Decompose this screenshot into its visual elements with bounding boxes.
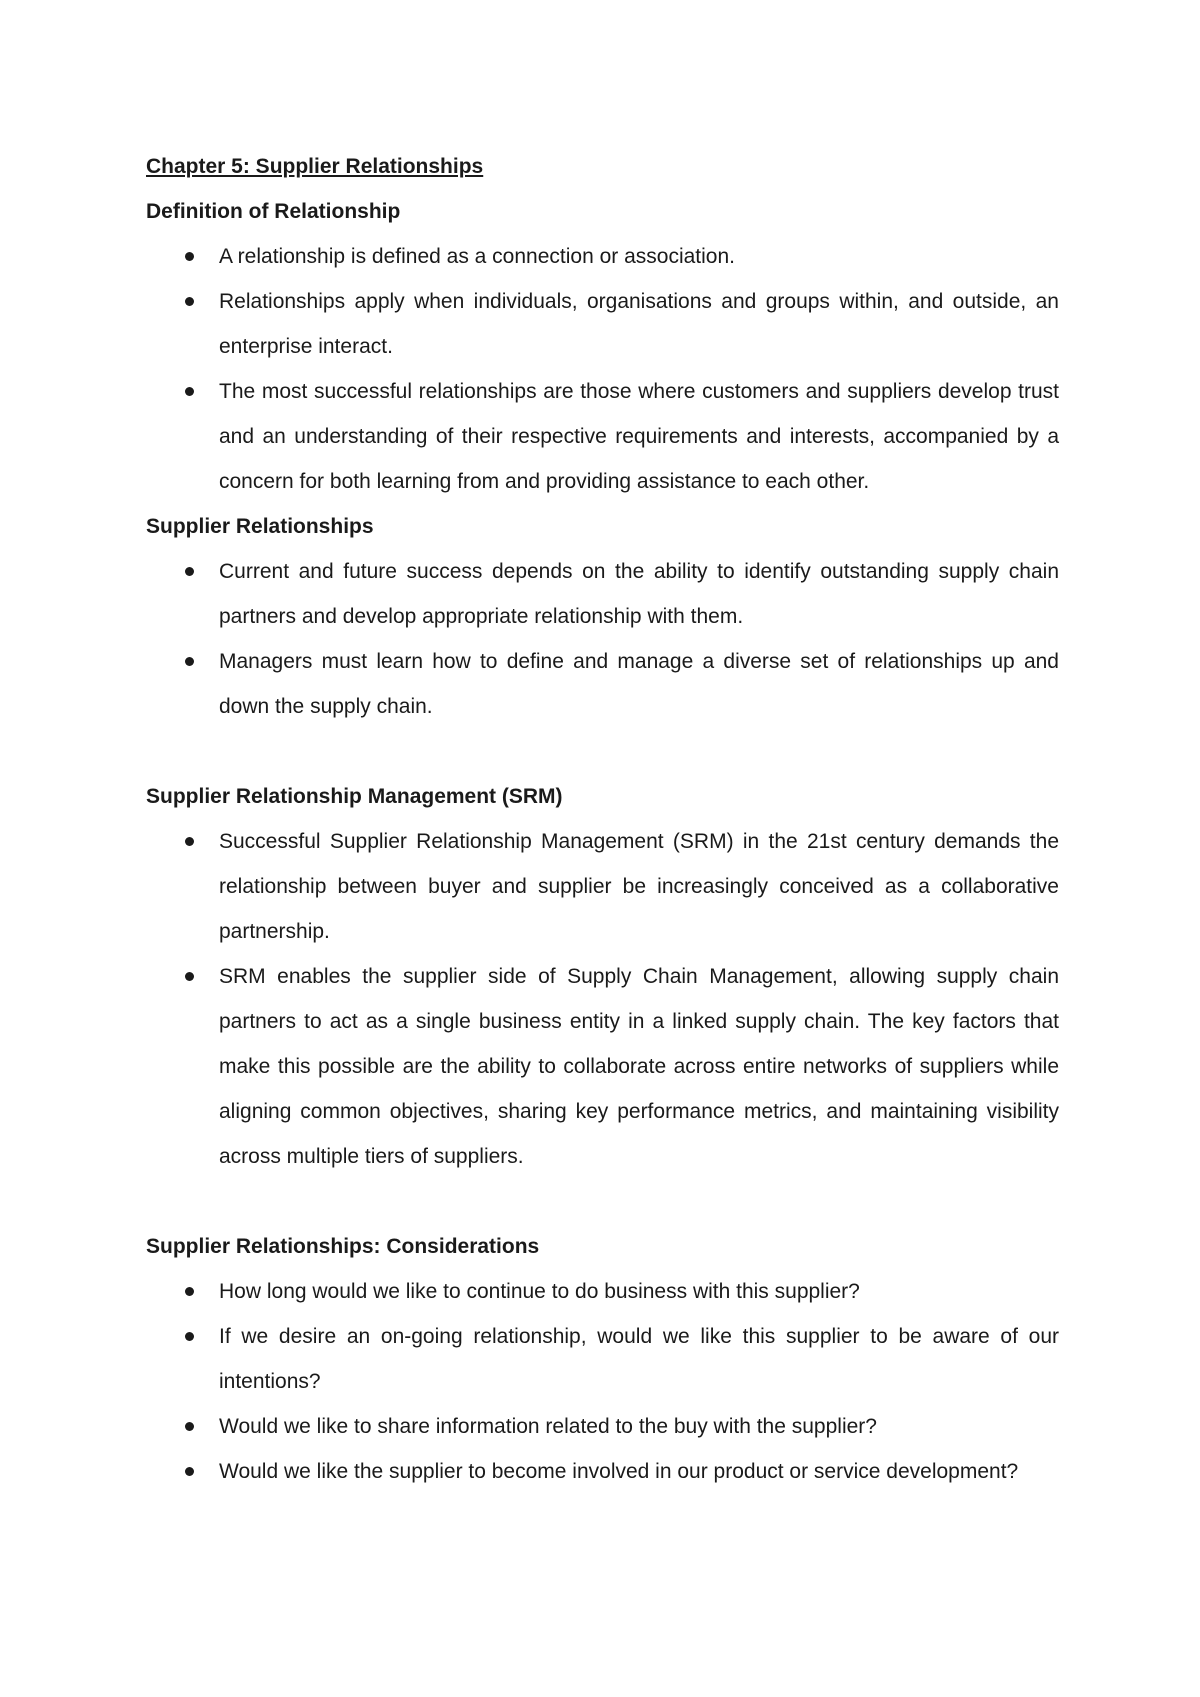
list-item [146, 639, 1059, 729]
bullet-icon [185, 1422, 194, 1431]
bullet-icon [185, 1287, 194, 1296]
bullet-icon [185, 657, 194, 666]
list-item [146, 819, 1059, 954]
document-body [146, 144, 1076, 1494]
list-item-text: Current and future success depends on the ability to identify outstanding supply chain partners and develop appropriate relationship with them. [219, 560, 1059, 628]
list-item [146, 1269, 1059, 1314]
bullet-icon [185, 567, 194, 576]
bullet-icon [185, 252, 194, 261]
list-item-text: The most successful relationships are those where customers and suppliers develop trust and an understanding of their respective requirements and interests, accompanied by a concern for both learning from and providing assistance to each other. [219, 380, 1059, 493]
list-item [146, 369, 1059, 504]
section-heading-considerations: Supplier Relationships: Considerations [146, 1235, 540, 1258]
list-item [146, 549, 1059, 639]
list-item-text: Relationships apply when individuals, organisations and groups within, and outside, an enterprise interact. [219, 290, 1059, 358]
chapter-title: Chapter 5: Supplier Relationships [146, 155, 484, 178]
bullet-icon [185, 837, 194, 846]
list-item [146, 1404, 1059, 1449]
section-spacer [146, 729, 1076, 774]
list-item-text: If we desire an on-going relationship, would we like this supplier to be aware of our intentions? [219, 1325, 1059, 1393]
list-item [146, 234, 1059, 279]
bullet-list-considerations [146, 1269, 1076, 1494]
list-item [146, 1314, 1059, 1404]
bullet-list-supplier-relationships [146, 549, 1076, 729]
list-item-text: Managers must learn how to define and manage a diverse set of relationships up and down the supply chain. [219, 650, 1059, 718]
list-item-text: Would we like the supplier to become involved in our product or service development? [219, 1460, 1019, 1483]
list-item-text: SRM enables the supplier side of Supply Chain Management, allowing supply chain partners to act as a single business entity in a linked supply chain. The key factors that make this possible are the ability to collaborate across entire networks of suppliers while aligning common objectives, sharing key performance metrics, and maintaining visibility across multiple tiers of suppliers. [219, 965, 1059, 1168]
bullet-icon [185, 297, 194, 306]
section-heading-srm: Supplier Relationship Management (SRM) [146, 785, 563, 808]
list-item-text: How long would we like to continue to do business with this supplier? [219, 1280, 860, 1303]
bullet-list-srm [146, 819, 1076, 1179]
section-heading-definition: Definition of Relationship [146, 200, 401, 223]
section-heading-supplier-relationships: Supplier Relationships [146, 515, 374, 538]
list-item-text: Successful Supplier Relationship Management (SRM) in the 21st century demands the relationship between buyer and supplier be increasingly conceived as a collaborative partnership. [219, 830, 1059, 943]
bullet-icon [185, 972, 194, 981]
list-item [146, 279, 1059, 369]
bullet-icon [185, 387, 194, 396]
list-item-text: A relationship is defined as a connection or association. [219, 245, 735, 268]
list-item [146, 1449, 1079, 1494]
bullet-icon [185, 1467, 194, 1476]
list-item [146, 954, 1059, 1179]
section-spacer [146, 1179, 1076, 1224]
bullet-icon [185, 1332, 194, 1341]
bullet-list-definition [146, 234, 1076, 504]
list-item-text: Would we like to share information related to the buy with the supplier? [219, 1415, 877, 1438]
